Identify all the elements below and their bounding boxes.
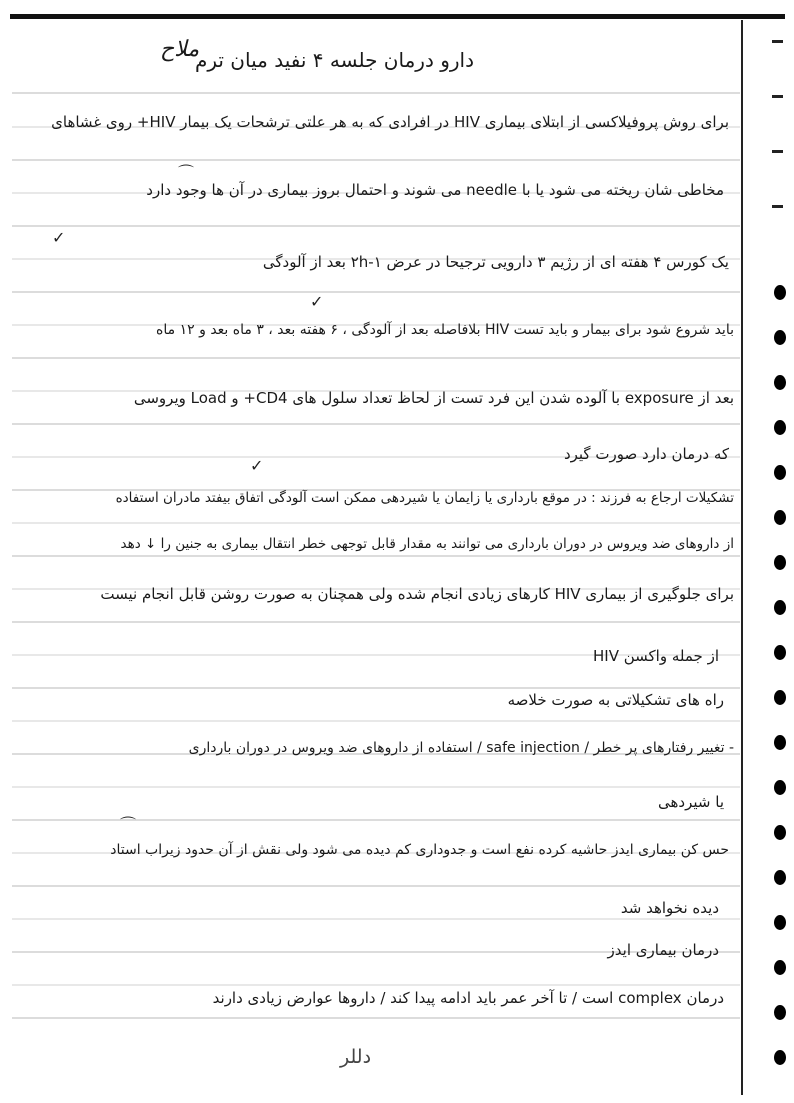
note-line-12: - تغییر رفتارهای پر خطر / safe injection / استفاده از داروهای ضد ویروس در دوران بارداری [188, 740, 734, 756]
note-line-8: از داروهای ضد ویروس در دوران بارداری می توانند به مقدار قابل توجهی خطر انتقال بیماری به جنین را ↓ دهد [120, 536, 734, 552]
binding-hole [774, 915, 786, 930]
binding-tick [772, 150, 783, 153]
note-line-9: برای جلوگیری از بیماری HIV کارهای زیادی انجام شده ولی همچنان به صورت روشن قابل انجام نیست [100, 585, 734, 603]
check-mark: ✓ [310, 292, 324, 311]
note-line-7: تشکیلات ارجاع به فرزند : در موقع بارداری یا زایمان یا شیردهی ممکن است آلودگی اتفاق بیفتد مادران استفاده [115, 490, 734, 506]
binding-hole [774, 645, 786, 660]
binding-hole [774, 600, 786, 615]
binding-tick [772, 95, 783, 98]
note-line-6: که درمان دارد صورت گیرد [563, 445, 729, 463]
binding-hole [774, 375, 786, 390]
note-line-15: دیده نخواهد شد [620, 899, 719, 917]
check-mark: ✓ [250, 456, 264, 475]
binding-hole [774, 780, 786, 795]
margin-line [741, 20, 743, 1095]
note-line-11: راه های تشکیلاتی به صورت خلاصه [507, 691, 724, 709]
note-line-14: حس کن بیماری ایدز حاشیه کرده نفع است و جدوداری کم دیده می شود ولی نقش از آن حدود زیراب استاد [110, 842, 729, 858]
check-mark: ✓ [52, 228, 66, 247]
binding-hole [774, 1050, 786, 1065]
signature: ملاح [160, 37, 200, 62]
page-title: دارو درمان جلسه ۴ نفید میان ترم [194, 48, 474, 72]
note-line-5: بعد از exposure با آلوده شدن این فرد تست از لحاظ تعداد سلول های CD4+ و Load ویروسی [133, 389, 734, 407]
binding-hole [774, 330, 786, 345]
binding-hole [774, 870, 786, 885]
binding-hole [774, 825, 786, 840]
binding-hole [774, 510, 786, 525]
spiral-binding [770, 0, 794, 1103]
note-line-10: از جمله واکسن HIV [593, 647, 719, 665]
binding-tick [772, 40, 783, 43]
note-line-2: مخاطی شان ریخته می شود یا با needle می شوند و احتمال بروز بیماری در آن ها وجود دارد [146, 181, 724, 199]
binding-hole [774, 555, 786, 570]
binding-hole [774, 285, 786, 300]
note-line-4: باید شروع شود برای بیمار و باید تست HIV بلافاصله بعد از آلودگی ، ۶ هفته بعد ، ۳ ماه بعد و ۱۲ ماه [156, 322, 734, 338]
note-line-13: یا شیردهی [658, 793, 724, 811]
check-mark: ⌒ [120, 815, 137, 834]
binding-hole [774, 960, 786, 975]
check-mark: ⌒ [178, 163, 195, 182]
page-footer-mark: ﺩﻟﻠﺮ [340, 1046, 372, 1068]
note-line-17: درمان complex است / تا آخر عمر باید ادامه پیدا کند / داروها عوارض زیادی دارند [212, 989, 724, 1007]
binding-hole [774, 690, 786, 705]
binding-hole [774, 735, 786, 750]
binding-hole [774, 420, 786, 435]
binding-tick [772, 205, 783, 208]
note-line-16: درمان بیماری ایدز [607, 941, 719, 959]
binding-hole [774, 465, 786, 480]
note-line-1: برای روش پروفیلاکسی از ابتلای بیماری HIV در افرادی که به هر علتی ترشحات یک بیمار HIV+ روی غشاهای [51, 113, 729, 131]
binding-hole [774, 1005, 786, 1020]
note-line-3: یک کورس ۴ هفته ای از رژیم ۳ دارویی ترجیحا در عرض ۱-۲h بعد از آلودگی [262, 253, 729, 271]
